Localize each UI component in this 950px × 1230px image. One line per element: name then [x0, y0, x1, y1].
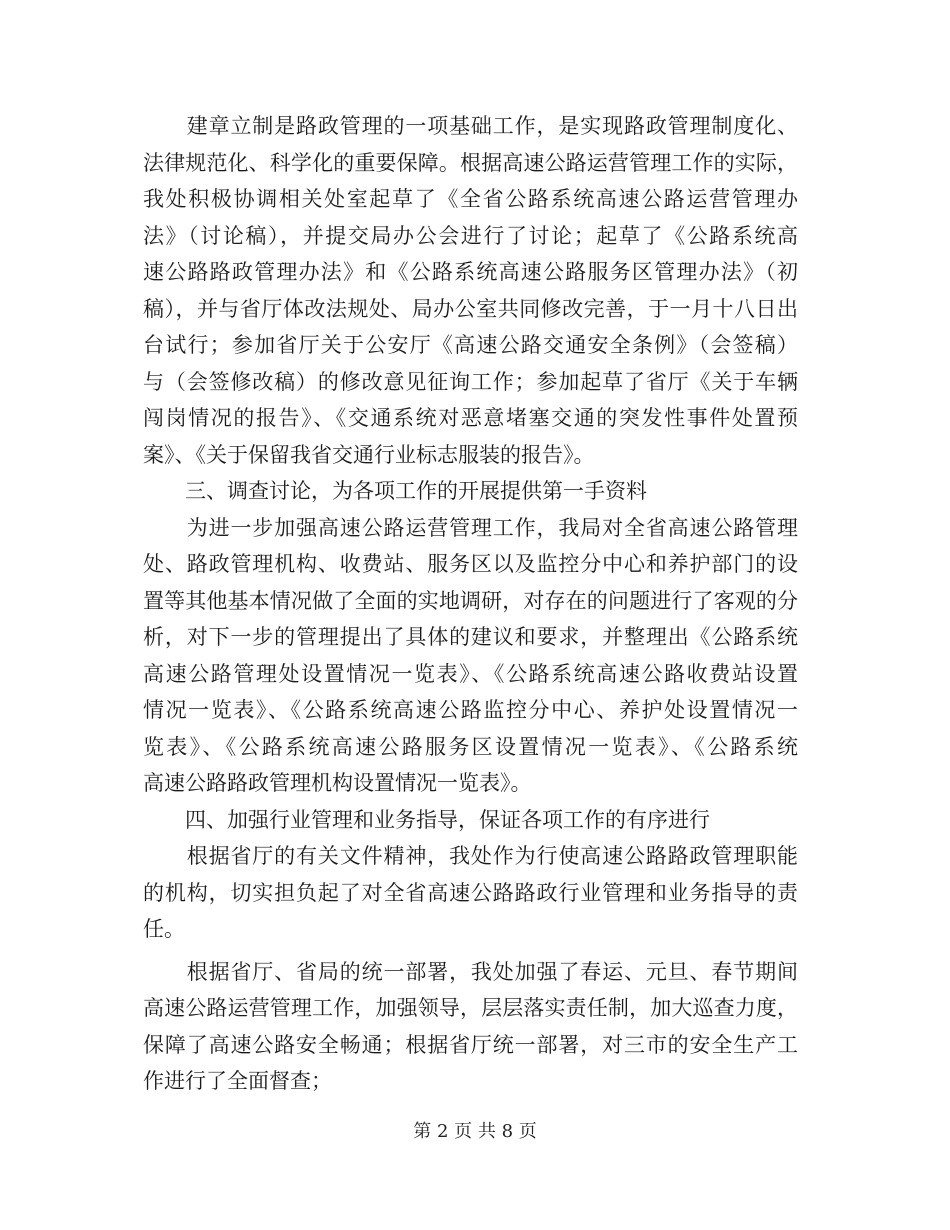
text-line: 高速公路路政管理机构设置情况一览表》。: [143, 771, 532, 795]
text-line: 速公路路政管理办法》和《公路系统高速公路服务区管理办法》（初: [143, 260, 798, 284]
section-heading: 四、加强行业管理和业务指导，保证各项工作的有序进行: [143, 807, 710, 832]
text-line: 保障了高速公路安全畅通；根据省厅统一部署，对三市的安全生产工: [143, 1032, 798, 1057]
text-line: 析，对下一步的管理提出了具体的建议和要求，并整理出《公路系统: [143, 625, 798, 649]
page-number-footer: 第 2 页 共 8 页: [413, 1121, 537, 1142]
section-heading: 三、调查讨论，为各项工作的开展提供第一手资料: [143, 479, 647, 503]
text-line: 览表》、《公路系统高速公路服务区设置情况一览表》、《公路系统: [143, 734, 798, 759]
text-line: 与（会签修改稿）的修改意见征询工作；参加起草了省厅《关于车辆: [143, 369, 798, 394]
document-body: [143, 108, 798, 1100]
text-line: 法》（讨论稿），并提交局办公会进行了讨论；起草了《公路系统高: [143, 223, 798, 248]
text-line: 建章立制是路政管理的一项基础工作，是实现路政管理制度化、: [143, 114, 798, 138]
text-line: 情况一览表》、《公路系统高速公路监控分中心、养护处设置情况一: [143, 698, 798, 722]
text-line: 闯岗情况的报告》、《交通系统对恶意堵塞交通的突发性事件处置预: [143, 406, 798, 430]
text-line: 高速公路运营管理工作，加强领导，层层落实责任制，加大巡查力度，: [143, 996, 798, 1020]
text-line: 处、路政管理机构、收费站、服务区以及监控分中心和养护部门的设: [143, 552, 798, 576]
text-line: 高速公路管理处设置情况一览表》、《公路系统高速公路收费站设置: [143, 661, 798, 686]
text-line: 任。: [143, 917, 185, 941]
text-line: 案》、《关于保留我省交通行业标志服装的报告》。: [143, 442, 595, 467]
text-line: 作进行了全面督查；: [143, 1069, 332, 1093]
text-line: 的机构，切实担负起了对全省高速公路路政行业管理和业务指导的责: [143, 880, 798, 905]
text-line: 根据省厅、省局的统一部署，我处加强了春运、元旦、春节期间: [143, 959, 798, 984]
text-line: 根据省厅的有关文件精神，我处作为行使高速公路路政管理职能: [143, 844, 798, 868]
text-line: 稿），并与省厅体改法规处、局办公室共同修改完善，于一月十八日出: [143, 296, 798, 321]
text-line: 台试行；参加省厅关于公安厅《高速公路交通安全条例》（会签稿）: [143, 333, 798, 357]
text-line: 为进一步加强高速公路运营管理工作，我局对全省高速公路管理: [143, 515, 798, 540]
text-line: 我处积极协调相关处室起草了《全省公路系统高速公路运营管理办: [143, 187, 798, 211]
text-line: 置等其他基本情况做了全面的实地调研，对存在的问题进行了客观的分: [143, 588, 798, 613]
text-line: 法律规范化、科学化的重要保障。根据高速公路运营管理工作的实际，: [143, 150, 798, 175]
